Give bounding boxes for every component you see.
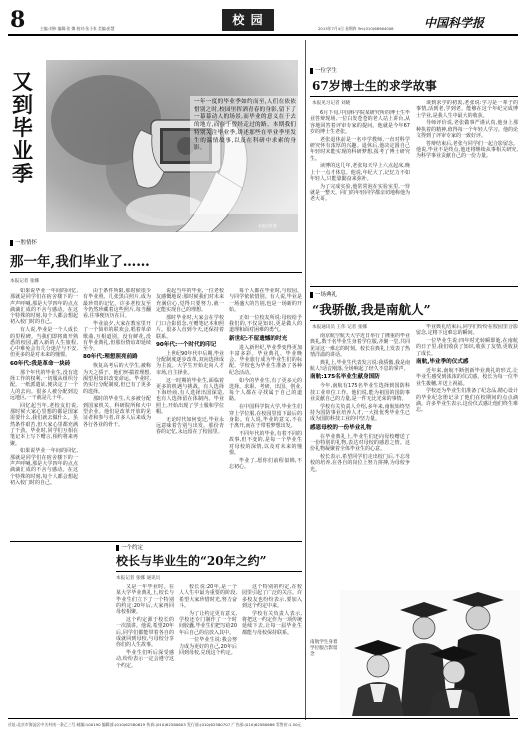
story2-byline: 本报见习记者 刘晓 xyxy=(312,101,351,106)
paragraph: 导师评价说,老张做事严谨认真,他身上那种执着的精神,值得每一个年轻人学习。他的论文得到了评审专家的一致好评。 xyxy=(416,120,518,139)
subhead: 60年代:我是革命一块砖 xyxy=(10,360,71,367)
section-banner xyxy=(222,9,274,31)
story2-kicker: 一位学生 xyxy=(310,66,337,74)
subhead: 南航,毕业季的仪式感 xyxy=(416,358,469,365)
story1-kicker: 一腔情怀 xyxy=(10,238,37,246)
paragraph: 为了让约定更有意义,学校还专门制作了一个时间胶囊,毕业生们把写给20年后自己的信放入其中。 xyxy=(179,610,237,636)
paragraph: 又是一年毕业时。在某大学毕业典礼上,校长与毕业生们立下了一个特别的约定:20年后,大家再回母校相聚。 xyxy=(116,584,174,616)
page-number: 8 xyxy=(10,7,26,33)
footer-info: 社址:北京市海淀区中关村南一条乙三号 邮编:100190 编辑部:(010)62580619 传真:(010)62580603 发行部:(010)62580707 广告部:(010)62580686 零售价:1.50元 xyxy=(8,722,302,727)
story4-col2 xyxy=(179,584,237,714)
paragraph: 答辩结束后,老张与同学们一起合影留念。他说,毕业不是终点,他还将继续从事相关研究,为科学事业贡献自己的一份力量。 xyxy=(416,140,518,160)
story4-kicker: 一个约定 xyxy=(116,543,143,551)
story4-top-rule xyxy=(10,541,302,542)
subhead: 新世纪:不留遗憾的时光 xyxy=(229,335,288,342)
paragraph: 这个特别的约定,在校园里引起了广泛的关注。许多校友也纷纷表示,要加入到这个约定中来。 xyxy=(242,584,302,609)
story4-rule xyxy=(116,571,302,572)
graduates-photo-caption: 南航学生身着学位服合影留念 xyxy=(310,640,338,657)
paragraph: 如果说毕业一年间的回忆,那就是同学们在宿舍楼下的一声声呼喊,那是大学四年的点点滴滴汇成的不舍与感动。在这个特殊的时刻,每个人都会想起初入校门时的自己。 xyxy=(10,288,78,326)
story1-rule xyxy=(10,272,302,273)
paragraph: 一位毕业生说:我会努力成为更好的自己,20年后回到母校,兑现这个约定。 xyxy=(179,637,237,656)
paragraph: 校长说:20年,是一个人人生中最为重要的阶段,希望大家珍惜时光,努力奋斗。 xyxy=(179,584,237,609)
paragraph: 说起当年的毕业,一位老校友感慨地说:那时候我们对未来充满信心,觉得只要努力,就一定能实现自己的理想。 xyxy=(156,288,224,313)
story1-col3 xyxy=(156,288,224,538)
paragraph: 毕业典礼结束后,同学们纷纷在校园里合影留念,定格下这难忘的瞬间。 xyxy=(416,324,518,337)
story1-byline: 本报记者 张娜 xyxy=(10,279,40,284)
paragraph: 南京航空航天大学近日举行了隆重的毕业典礼,数千名毕业生身着学位服,齐聚一堂,共同见证这一难忘的时刻。校长在典礼上发表了热情洋溢的讲话。 xyxy=(310,333,410,358)
story3-headline: “我骄傲,我是南航人” xyxy=(312,302,431,317)
paragraph: 回忆起当年,老校友们说,那时候大家心里想的都是国家需要什么,我们就去做什么。虽然条件艰苦,但大家心里都充满了干劲。毕业时,同学们互相在笔记本上写下赠言,相约将来再聚。 xyxy=(10,402,78,447)
paragraph: 读博的这几年,老张每天早上六点起床,晚上十一点才休息。他说,年纪大了,记忆力不如年轻人,只能靠勤奋来弥补。 xyxy=(310,163,410,182)
paragraph: 有人说,毕业是一个人成长的里程碑。当我们即将离开熟悉的校园,踏入新的人生旅程,心中难免会有几分迷茫与不安,但更多的是对未来的憧憬。 xyxy=(10,327,78,359)
story4-headline: 校长与毕业生的“20年之约” xyxy=(116,554,267,568)
paragraph: 毕业了,愿你们前程似锦,不忘初心。 xyxy=(229,457,302,470)
paragraph: 那个年代的毕业生,没有选择工作的权利,一切服从组织分配。一纸派遣证,便决定了一个人的去向。很多人被分配到边远地区,一干就是几十年。 xyxy=(10,369,78,401)
masthead: 中国科学报 xyxy=(424,16,485,30)
paragraph: 校长表示,希望同学们走出校门后,不忘母校的培养,在各自的岗位上努力拼搏,为母校争光。 xyxy=(310,453,410,473)
column-divider xyxy=(305,40,306,720)
subhead: 感恩母校的一份毕业礼物 xyxy=(310,424,372,431)
story1-col1 xyxy=(10,288,78,688)
paragraph: 今年,南航有175名毕业生选择到国防科技工业单位工作。他们说,能为祖国的国防事业贡献自己的力量,是一件无比光荣的事情。 xyxy=(310,383,410,402)
story4-col3 xyxy=(242,584,302,714)
paragraph: 在毕业典礼上,毕业生们还向母校赠送了一份特别的礼物,表达对母校的感恩之情。这份礼物凝聚着全体毕业生的心意。 xyxy=(310,433,410,453)
paragraph: 为了完成实验,他常常泡在实验室里,一待就是一整天。同门的年轻同学都亲切地称他为老大哥。 xyxy=(310,183,410,203)
paragraph: 毕业前夕,大家在教室里开了一个简单的联欢会,唱着革命歌曲,互相道别。没有鲜花,没有毕业典礼,但那份情谊却延续至今。 xyxy=(83,320,151,353)
graduates-illustration xyxy=(340,590,520,716)
paragraph: 在中国科学院大学,毕业生们穿上学位服,在校园里留下最后的身影。有人说,毕业的意义,不在于离开,而在于带着梦想出发。 xyxy=(229,404,302,430)
story3-kicker: 一场典礼 xyxy=(310,290,337,298)
paragraph: 学校有关负责人介绍,多年来,南航始终坚持为国防事业培养人才,一大批优秀毕业生已成为国防科技工业的中坚力量。 xyxy=(310,403,410,423)
paragraph: 那时的毕业生,大多被分配到国家机关、科研院所和大中型企业。他们是改革开放的见证者和参与者,许多人后来成为各行各业的骨干。 xyxy=(83,396,151,428)
story3-col2 xyxy=(416,324,518,594)
header-rule xyxy=(8,34,518,36)
paragraph: 学校还为毕业生们准备了纪念品,精心设计的毕业纪念册记录了他们在校期间的点点滴滴。许多毕业生表示,这份仪式感让他们终生难忘。 xyxy=(416,388,518,414)
story3-byline: 本报通讯员 王伟 记者 张娜 xyxy=(312,325,367,330)
story2-col2 xyxy=(416,100,518,282)
paragraph: 学校有关负责人表示,将把这一约定作为一项传统延续下去,让每一届毕业生都能与母校保持联系。 xyxy=(242,610,302,636)
section-label: 校 园 xyxy=(232,13,264,27)
feature-vertical-title: 又到毕业季 xyxy=(12,69,33,186)
feature-intro: 一年一度的毕业季如约而至,人们在依依惜别之时,校园里挥洒青春的身影,留下了一幕幕动人的场景,而毕业的意义在于去的地方,而在于曾经走过的路。本期我们特别关注毕业季,讲述那些在毕业季里发生的温情故事,以及在科研中求索的身影。 xyxy=(194,99,296,152)
header-right-meta: 2013年7月4日 星期四 Tel:(010)68984008 xyxy=(318,26,394,31)
feature-photo-credit: 本报记者 摄 xyxy=(258,224,277,228)
story3-col1 xyxy=(310,333,410,603)
story1-headline: 那一年,我们毕业了…… xyxy=(10,254,150,270)
story3-rule xyxy=(310,320,518,321)
story2-rule xyxy=(310,96,518,97)
paragraph: 这一时期的毕业生,面临着更多的机遇与挑战。有人选择下海经商,有人选择出国深造,也有人选择留在体制内。毕业照上,开始出现了学士服和学位帽。 xyxy=(156,377,224,416)
paragraph: 毕业生们听后深受感动,纷纷表示一定会遵守这个约定。 xyxy=(116,649,174,669)
story1-col4 xyxy=(229,288,302,538)
paragraph: 如今的毕业生,有了更多元的选择。求职、考研、出国、创业,每个人都在寻找属于自己的道路。 xyxy=(229,377,302,403)
subhead: 90年代:一个时代的印记 xyxy=(156,341,217,348)
paragraph: 由于条件所限,那时候很少有毕业照。几张黑白照片,成为最珍贵的记忆。许多老校友至今仍然珍藏着这些照片,每当翻看,往事便历历在目。 xyxy=(83,288,151,320)
story2-bottom-rule xyxy=(310,286,518,287)
graduates-photo xyxy=(340,590,520,716)
footer-rule xyxy=(8,718,518,719)
paragraph: 正如一位校友所说:母校给予我们的,不仅是知识,更是做人的道理和面对困难的勇气。 xyxy=(229,314,302,334)
story1-col2 xyxy=(83,288,151,538)
header-left-meta: 主编:刘伟 编辑:张 娜 校对:张小张 美编:彭慧 xyxy=(40,26,115,31)
paragraph: 那时毕业时,大家会在学校门口合影留念,互赠笔记本和照片。很多人直到今天,还保持着联系。 xyxy=(156,314,224,340)
paragraph: 不同年代的毕业,有着不同的故事,但不变的,是每一个毕业生对母校的深情,以及对未来的憧憬。 xyxy=(229,430,302,456)
paragraph: 近年来,南航不断创新毕业典礼的形式,让毕业生感受到浓浓的仪式感。校长为每一位毕业生拨穗,并送上祝福。 xyxy=(416,367,518,387)
story4-byline: 本报记者 张娜 通讯员 xyxy=(116,576,161,581)
paragraph: 上世纪90年代中后期,毕业分配制度逐步改革,双向选择成为主流。大学生开始走向人才市场,自主择业。 xyxy=(156,350,224,376)
paragraph: 无论时代如何变迁,毕业永远意味着告别与出发。那份青春的记忆,永远留在了校园里。 xyxy=(156,416,224,436)
story2-col1 xyxy=(310,110,410,282)
story4-col1 xyxy=(116,584,174,714)
paragraph: 一位毕业生说:四年时光转瞬即逝,在南航的日子里,我们收获了知识,收获了友情,更收获了成长。 xyxy=(416,338,518,357)
subhead: 80年代:理想照亮前路 xyxy=(83,354,138,361)
paragraph: 每个人都在毕业时,与校园、与同学依依惜别。有人说,毕业是一场盛大的告别,也是一场新的开始。 xyxy=(229,288,302,313)
paragraph: 这个约定源于校长的一次演讲。他说,希望20年后,同学们都能带着各自的成就回到母校,与母校分享你们的人生故事。 xyxy=(116,616,174,649)
story2-headline: 67岁博士生的求学故事 xyxy=(312,79,437,93)
paragraph: 6月下旬,中国科学院某研究所的博士生毕业答辩现场,一位白发苍苍的老人站上讲台,从容地回答着评审专家的提问。他就是今年67岁的博士生老张。 xyxy=(310,110,410,135)
paragraph: 典礼上,毕业生代表发言说:我骄傲,我是南航人!话音刚落,全场响起了经久不息的掌声。 xyxy=(310,359,410,372)
paragraph: 恢复高考后的大学生,被称为天之骄子。他们怀揣着理想,渴望用知识改变命运。毕业时,仍实行分配制度,但已有了更多的选择。 xyxy=(83,363,151,395)
paragraph: 如果说毕业一年间的回忆,那就是同学们在宿舍楼下的一声声呼喊,那是大学四年的点点滴滴汇成的不舍与感动。在这个特殊的时刻,每个人都会想起初入校门时的自己。 xyxy=(10,448,78,486)
subhead: 南航:175名毕业生献身国防 xyxy=(310,374,380,381)
paragraph: 老张退休前是一名中学教师,一直对科学研究怀有浓厚的兴趣。退休后,他决定圆自己年轻时未能实现的科研梦想,报考了博士研究生。 xyxy=(310,136,410,162)
paragraph: 谈到求学的初衷,老张说:学习是一辈子的事情,活到老,学到老。能够在这个年纪完成博士学业,是我人生中最大的收获。 xyxy=(416,100,518,119)
paragraph: 进入新世纪,毕业季变得更加丰富多彩。毕业典礼、毕业晚会、毕业旅行成为毕业生们的标配。学校也为毕业生准备了各种纪念活动。 xyxy=(229,344,302,376)
